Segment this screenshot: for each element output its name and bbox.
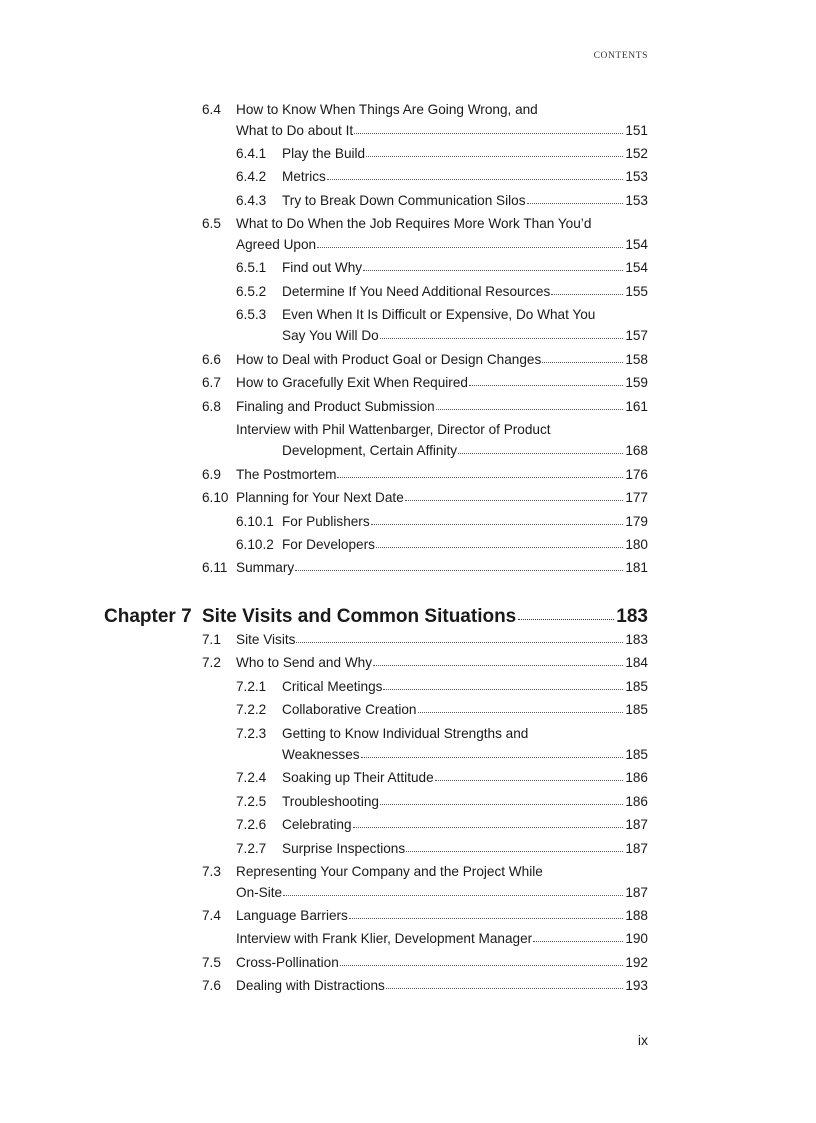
toc-entry[interactable] [202,558,648,578]
entry-page: 155 [625,283,648,299]
entry-page: 192 [625,954,648,970]
dot-leader [354,132,623,134]
dot-leader [353,826,624,828]
toc-entry[interactable] [202,465,648,485]
dot-leader [295,569,623,571]
toc-entry[interactable] [202,862,648,882]
entry-title-continued: Say You Will Do [282,328,379,344]
entry-title: Planning for Your Next Date [236,490,404,506]
dot-leader [436,408,624,410]
entry-title-continued: Weaknesses [282,747,360,762]
entry-title: For Publishers [282,513,370,529]
dot-leader [373,664,623,666]
running-head: CONTENTS [593,51,648,61]
entry-page: 184 [625,655,648,671]
toc-entry[interactable] [202,815,648,835]
entry-page: 187 [625,884,648,900]
entry-page: 180 [625,537,648,552]
toc-entry[interactable] [202,397,648,417]
page-number: ix [637,1032,648,1048]
entry-number: 7.2.1 [236,678,267,694]
entry-page: 185 [625,747,648,762]
entry-page: 193 [625,978,648,994]
entry-page: 185 [625,678,648,694]
toc-entry-continuation[interactable] [202,745,648,765]
entry-title: Determine If You Need Additional Resources [282,283,551,299]
entry-title: Surprise Inspections [282,840,406,856]
entry-title: Language Barriers [236,908,348,923]
entry-title: Celebrating [282,817,352,833]
entry-number: 6.5.2 [236,283,267,299]
entry-title: Find out Why [282,260,363,276]
chapter-label: Chapter 7 [104,606,192,627]
dot-leader [327,178,624,180]
entry-title: Play the Build [282,146,366,161]
dot-leader [366,155,623,157]
entry-page: 153 [625,192,648,208]
dot-leader [542,361,623,363]
entry-number: 6.10.1 [236,513,274,529]
toc-entry[interactable] [202,976,648,996]
entry-title: How to Gracefully Exit When Required [236,375,468,391]
dot-leader [418,711,624,713]
entry-number: 6.7 [202,375,221,391]
entry-page: 177 [625,490,648,506]
toc-entry-continuation[interactable] [202,121,648,141]
entry-number: 7.2.6 [236,817,267,833]
dot-leader [551,293,623,295]
chapter-page: 183 [616,606,648,627]
entry-page: 181 [625,560,648,576]
entry-number: 6.5 [202,216,221,232]
toc-entry[interactable] [202,373,648,393]
entry-number: 6.5.1 [236,260,267,276]
toc-entry[interactable] [202,724,648,744]
entry-number: 7.2.5 [236,793,267,809]
entry-page: 186 [625,793,648,809]
entry-number: 6.6 [202,351,221,367]
entry-number: 6.10 [202,490,229,506]
toc-entry[interactable] [202,214,648,234]
entry-page: 154 [625,260,648,276]
entry-number: 6.4 [202,102,221,117]
dot-leader [371,523,624,525]
entry-number: 7.2.4 [236,770,267,786]
entry-title: Getting to Know Individual Strengths and [282,725,529,741]
chapter-heading[interactable] [104,604,648,630]
dot-leader [527,202,624,204]
dot-leader [380,337,624,339]
entry-number: 7.2.3 [236,725,267,741]
dot-leader [518,618,614,620]
entry-page: 186 [625,770,648,786]
toc-entry[interactable] [202,100,648,120]
dot-leader [376,546,623,548]
entry-title: Representing Your Company and the Project While [236,864,543,879]
entry-page: 151 [625,122,648,138]
entry-number: 6.11 [202,560,228,576]
entry-title: What to Do When the Job Requires More Work Than You’d [236,216,592,232]
entry-title: The Postmortem [236,466,337,482]
toc-entry[interactable] [202,630,648,650]
toc-entry[interactable] [202,535,648,555]
dot-leader [435,779,624,781]
dot-leader [380,803,623,805]
toc-entry[interactable] [202,653,648,673]
entry-page: 187 [625,840,648,856]
entry-title-continued: Development, Certain Affinity [282,443,458,459]
toc-entry[interactable] [202,191,648,211]
entry-title: Soaking up Their Attitude [282,770,434,786]
entry-title: Who to Send and Why [236,655,373,671]
entry-number: 6.4.3 [236,192,267,208]
entry-number: 7.1 [202,632,221,647]
entry-page: 183 [625,632,648,647]
entry-title: Metrics [282,169,326,185]
dot-leader [283,894,623,896]
entry-title: Finaling and Product Submission [236,398,435,414]
toc-entry[interactable] [202,768,648,788]
toc-entry[interactable] [202,167,648,187]
entry-page: 168 [625,443,648,459]
entry-title: Try to Break Down Communication Silos [282,192,526,208]
toc-entry-continuation[interactable] [202,883,648,903]
entry-number: 7.3 [202,864,221,879]
entry-number: 7.2.7 [236,840,267,856]
entry-title-continued: On-Site [236,884,283,900]
dot-leader [361,756,624,758]
toc-entry[interactable] [202,700,648,720]
entry-page: 159 [625,375,648,391]
dot-leader [386,987,623,989]
entry-page: 154 [625,236,648,252]
toc-entry[interactable] [202,488,648,508]
dot-leader [317,246,623,248]
toc-entry[interactable] [202,350,648,370]
toc-entry[interactable] [202,305,648,325]
entry-title: Collaborative Creation [282,702,417,718]
entry-number: 7.2 [202,655,221,671]
toc-entry[interactable] [202,792,648,812]
toc-entry[interactable] [202,258,648,278]
dot-leader [469,384,623,386]
entry-number: 7.5 [202,954,221,970]
dot-leader [340,964,624,966]
toc-entry-continuation[interactable] [202,441,648,461]
entry-title: Dealing with Distractions [236,978,385,994]
entry-number: 6.9 [202,466,221,482]
entry-number: 7.4 [202,908,221,923]
entry-number: 6.8 [202,398,221,414]
entry-title-continued: What to Do about It [236,122,354,138]
entry-title: Troubleshooting [282,793,379,809]
toc-interview-entry[interactable] [202,929,648,949]
entry-page: 187 [625,817,648,833]
entry-title: Summary [236,560,295,576]
entry-page: 161 [625,398,648,414]
dot-leader [337,476,623,478]
entry-title: For Developers [282,537,375,552]
toc-entry[interactable] [202,512,648,532]
entry-title: Site Visits [236,632,296,647]
toc-entry-continuation[interactable] [202,235,648,255]
dot-leader [349,917,623,919]
entry-title: Critical Meetings [282,678,383,694]
toc-entry[interactable] [202,282,648,302]
entry-page: 190 [625,931,648,947]
toc-entry[interactable] [202,906,648,926]
toc-interview-entry[interactable] [202,420,648,440]
entry-page: 152 [625,146,648,161]
chapter-title: Site Visits and Common Situations [202,606,517,627]
entry-title: How to Know When Things Are Going Wrong, and [236,102,538,117]
dot-leader [405,499,624,501]
entry-title: Even When It Is Difficult or Expensive, Do What You [282,307,596,322]
entry-page: 176 [625,466,648,482]
entry-number: 6.4.1 [236,146,267,161]
dot-leader [533,940,623,942]
entry-number: 6.10.2 [236,537,274,552]
dot-leader [383,688,623,690]
dot-leader [296,641,623,643]
entry-title: Interview with Phil Wattenbarger, Director of Product [236,422,551,437]
entry-page: 158 [625,351,648,367]
entry-number: 6.5.3 [236,307,267,322]
entry-title: Cross-Pollination [236,954,339,970]
entry-number: 6.4.2 [236,169,267,185]
toc-entry[interactable] [202,953,648,973]
entry-page: 157 [625,328,648,344]
dot-leader [363,269,623,271]
entry-page: 185 [625,702,648,718]
entry-title: How to Deal with Product Goal or Design Changes [236,351,542,367]
entry-title-continued: Agreed Upon [236,236,317,252]
entry-page: 179 [625,513,648,529]
toc-entry-continuation[interactable] [202,326,648,346]
entry-number: 7.2.2 [236,702,267,718]
toc-entry[interactable] [202,839,648,859]
toc-entry[interactable] [202,677,648,697]
entry-page: 188 [625,908,648,923]
dot-leader [458,452,623,454]
entry-number: 7.6 [202,978,221,994]
dot-leader [406,850,623,852]
entry-title: Interview with Frank Klier, Development Manager [236,931,533,947]
toc-entry[interactable] [202,144,648,164]
entry-page: 153 [625,169,648,185]
